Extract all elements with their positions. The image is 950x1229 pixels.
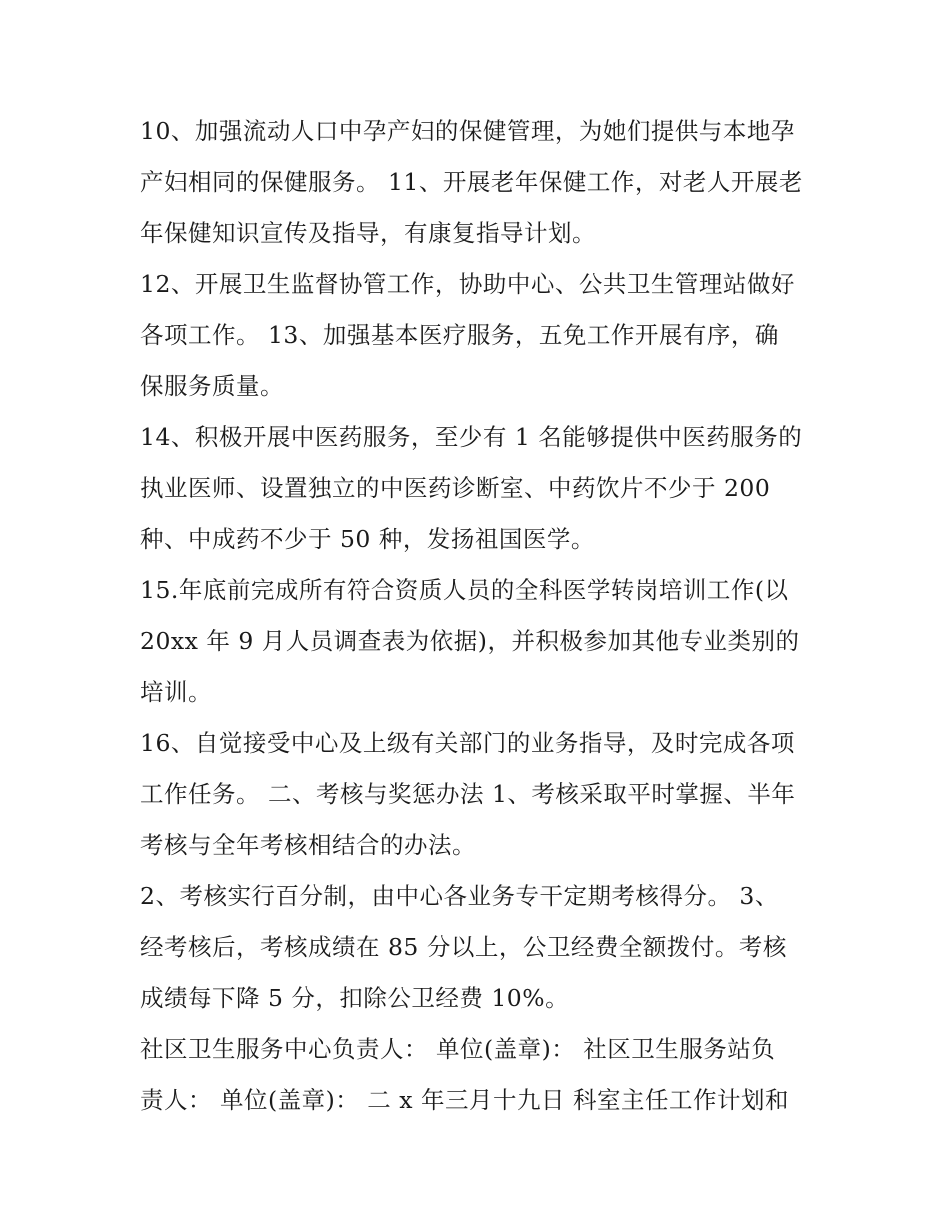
paragraph-item-10-11 <box>140 106 812 259</box>
text-line: 社区卫生服务中心负责人： 单位(盖章)： 社区卫生服务站负 <box>140 1035 776 1063</box>
paragraph-signatures <box>140 1024 812 1126</box>
text-line: 责人： 单位(盖章)： 二 x 年三月十九日 科室主任工作计划和 <box>140 1086 789 1114</box>
paragraph-assessment <box>140 871 812 1024</box>
text-line: 保服务质量。 <box>140 372 284 400</box>
text-line: 成绩每下降 5 分，扣除公卫经费 10%。 <box>140 984 570 1012</box>
text-line: 各项工作。 13、加强基本医疗服务，五免工作开展有序，确 <box>140 321 779 349</box>
text-line: 考核与全年考核相结合的办法。 <box>140 831 476 859</box>
text-line: 16、自觉接受中心及上级有关部门的业务指导，及时完成各项 <box>140 729 795 757</box>
text-line: 年保健知识宣传及指导，有康复指导计划。 <box>140 219 596 247</box>
text-line: 种、中成药不少于 50 种，发扬祖国医学。 <box>140 525 595 553</box>
paragraph-item-15 <box>140 565 812 718</box>
paragraph-item-16 <box>140 718 812 871</box>
text-line: 14、积极开展中医药服务，至少有 1 名能够提供中医药服务的 <box>140 423 803 451</box>
text-line: 2、考核实行百分制，由中心各业务专干定期考核得分。 3、 <box>140 882 779 910</box>
text-line: 10、加强流动人口中孕产妇的保健管理，为她们提供与本地孕 <box>140 117 795 145</box>
text-line: 15.年底前完成所有符合资质人员的全科医学转岗培训工作(以 <box>140 576 789 604</box>
paragraph-item-14 <box>140 412 812 565</box>
text-line: 12、开展卫生监督协管工作，协助中心、公共卫生管理站做好 <box>140 270 795 298</box>
text-line: 产妇相同的保健服务。 11、开展老年保健工作，对老人开展老 <box>140 168 803 196</box>
paragraph-item-12-13 <box>140 259 812 412</box>
text-line: 工作任务。 二、考核与奖惩办法 1、考核采取平时掌握、半年 <box>140 780 796 808</box>
text-line: 经考核后，考核成绩在 85 分以上，公卫经费全额拨付。考核 <box>140 933 787 961</box>
text-line: 20xx 年 9 月人员调查表为依据)，并积极参加其他专业类别的 <box>140 627 800 655</box>
text-line: 培训。 <box>140 678 212 706</box>
document-body <box>140 106 812 1126</box>
text-line: 执业医师、设置独立的中医药诊断室、中药饮片不少于 200 <box>140 474 771 502</box>
